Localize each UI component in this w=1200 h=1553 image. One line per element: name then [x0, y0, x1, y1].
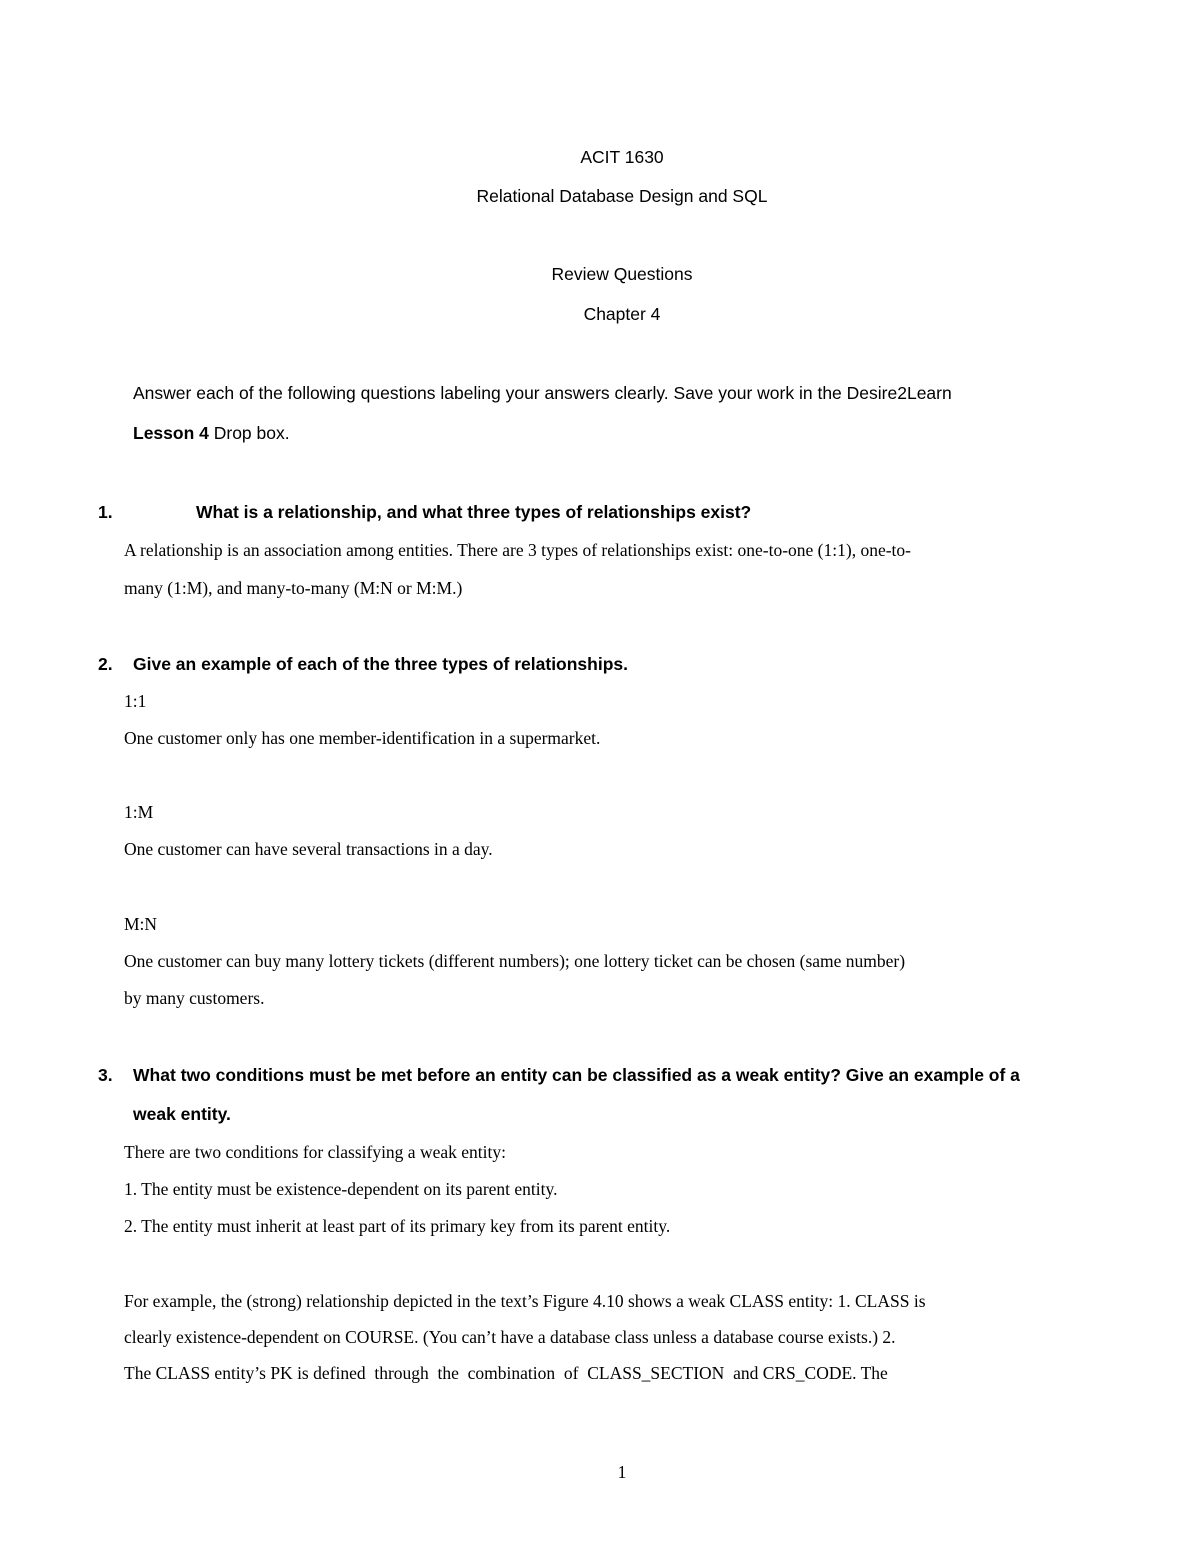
lesson-label: Lesson 4	[133, 423, 209, 443]
example-1-1-text: One customer only has one member-identification in a supermarket.	[124, 728, 601, 748]
document-title: Review Questions	[551, 264, 693, 284]
question-1-text: What is a relationship, and what three types of relationships exist?	[196, 502, 752, 522]
condition-1: 1. The entity must be existence-dependent on its parent entity.	[124, 1179, 558, 1199]
dropbox-text: Drop box.	[208, 423, 290, 443]
question-1-answer-line-1: A relationship is an association among entities. There are 3 types of relationships exist: one-to-one (1:1), one-to-	[124, 540, 911, 560]
question-3-text-line-2: weak entity.	[133, 1104, 231, 1124]
chapter-label: Chapter 4	[583, 304, 661, 324]
example-paragraph-line-2: clearly existence-dependent on COURSE. (You can’t have a database class unless a database course exists.) 2.	[124, 1327, 896, 1347]
question-2-number: 2.	[98, 654, 113, 674]
course-title: Relational Database Design and SQL	[476, 186, 768, 206]
question-3-number: 3.	[98, 1065, 113, 1085]
question-3-text-line-1: What two conditions must be met before an entity can be classified as a weak entity? Give an example of a	[133, 1065, 1020, 1085]
example-m-n-text-line-1: One customer can buy many lottery tickets (different numbers); one lottery ticket can be chosen (same number)	[124, 951, 906, 971]
example-1-m-label: 1:M	[124, 802, 154, 822]
question-3-answer-intro: There are two conditions for classifying a weak entity:	[124, 1142, 506, 1162]
condition-2: 2. The entity must inherit at least part of its primary key from its parent entity.	[124, 1216, 671, 1236]
example-1-m-text: One customer can have several transactions in a day.	[124, 839, 493, 859]
question-1-answer-line-2: many (1:M), and many-to-many (M:N or M:M.)	[124, 578, 463, 598]
example-m-n-text-line-2: by many customers.	[124, 988, 265, 1008]
course-code: ACIT 1630	[580, 147, 664, 167]
question-1-number: 1.	[98, 502, 113, 522]
question-2-text: Give an example of each of the three types of relationships.	[133, 654, 628, 674]
page-number: 1	[617, 1462, 627, 1482]
example-1-1-label: 1:1	[124, 691, 147, 711]
instructions-line-2	[133, 422, 290, 444]
example-m-n-label: M:N	[124, 914, 158, 934]
example-paragraph-line-1: For example, the (strong) relationship depicted in the text’s Figure 4.10 shows a weak CLASS entity: 1. CLASS is	[124, 1291, 926, 1311]
instructions-line-1: Answer each of the following questions labeling your answers clearly. Save your work in the Desire2Learn	[133, 383, 952, 403]
example-paragraph-line-3: The CLASS entity’s PK is defined through the combination of CLASS_SECTION and CRS_CODE. The	[124, 1363, 888, 1383]
